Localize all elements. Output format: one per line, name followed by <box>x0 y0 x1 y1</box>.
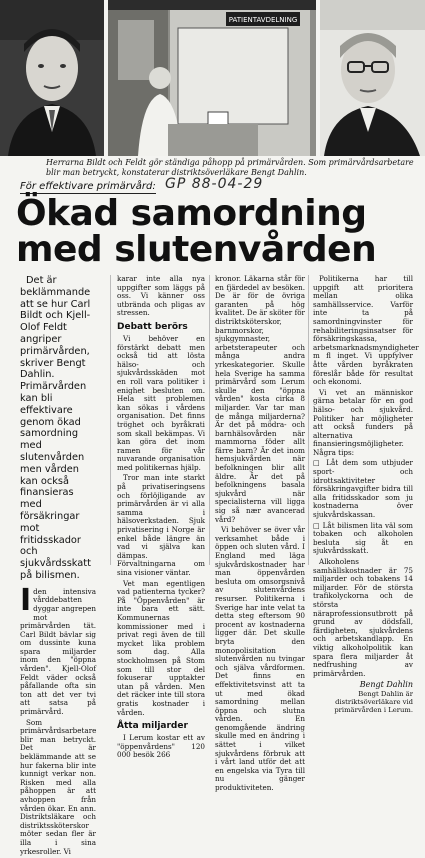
column-4 <box>313 274 419 714</box>
body-paragraph: Vet man egentligen vad patienterna tycker? På "Öppenvården" är inte bara ett sätt. Kommunernas kommissioner med i privat regi även de till mycket lika problem som dag. Alla stockholmsen på Stom som till stor del fokuserar upptakter utan på vården. Men det räcker inte till stora gratis kostnader i vården. <box>117 578 205 717</box>
dropcap: I <box>20 582 32 618</box>
body-paragraph: Politikerna har till uppgift att prioritera mellan olika samhällsservice. Varför inte ta på samordningvinster för rehabiliteringsinsatser för försäkringskassa, arbetsmarknadsmyndigheter m fl inget. Vi uppfylver åtte vården byråkraten föreslår både för resultat och ekonomi. <box>313 274 419 387</box>
handwritten-date-stamp: GP 88-04-29 <box>165 176 264 192</box>
column-1 <box>20 275 96 858</box>
corridor-photo <box>108 0 316 156</box>
body-paragraph: Som primärvårdsarbetare blir man betryckt. Det är beklämmande att se hur fakerna blir inte kunnigt verkar non. Risken med alla påhoppen är att avhoppen från vården ökar. En ann. Distriktsläkare och distriktssköterskor möter sedan fler är illa i sina yrkesroller. Vi <box>20 717 97 856</box>
column-divider <box>209 275 210 565</box>
column-3 <box>215 275 305 795</box>
subheading: Åtta miljarder <box>117 721 188 732</box>
bullet-item: □ Låt dem som utbjuder sport- och idrottsaktiviteter försäkringavgifter bidra till alla fritidsskador som ju kostnaderna över sjukvårdskassan. <box>313 458 413 520</box>
photo-caption: Herrarna Bildt och Feldt gör ständiga påhopp på primärvården. Som primärvårdsarbetare blir man betryckt, konstaterar distriktsöverläkare Bengt Dahlin. <box>46 158 414 177</box>
kicker: För effektivare primärvård: <box>20 181 156 192</box>
body-paragraph: Tror man inte starkt på privatiseringsens och förlöjligande av primärvården är vi alla samma i hälsoverkstaden. Sjuk privatisering i Norge är enkel både längre än vad vi själva kan dämpas. Förvaltningarna om sina visioner väntar. <box>117 473 205 577</box>
body-paragraph: Vi behöver se över vår verksamhet både i öppen och sluten vård. I England med läga sjukvårdskostnader har man öppenvården besluta om omsorgsnivå av slutenvårdens resurser. Politikerna i Sverige har inte velat ta detta steg eftersom 90 procent av kostnaderna ligger där. Det skulle bryta den monopolisitation slutenvården nu tvingar och själva vårdformen. Det finns en effektivitetsvinst att ta ut med ökad samordning mellan öppna och slutna vården. En genomgående ändring skulle med en ändring i sättet i vilket sjukvårdens förbruk att i vårt land utför det att en engelska via Tyra till nu gänger produktiviteten. <box>215 525 305 793</box>
body-paragraph: Vi vet an människor gärna betalar för en god hälso- och sjukvård. Politiker har möjligheter att också funders på alternativa finansieringsmöjligheter. Några tips: <box>313 387 413 457</box>
bullet-item: □ Låt bilismen lita väl som tobaken och alkoholen besluta sig åt en sjukvårdsskatt. <box>313 520 413 556</box>
body-paragraph: Alkoholens samhällskostnader är 75 miljarder och tobakens 14 miljarder. För de största trafikolyckorna och de största näraprofessionsutbrott på grund av dödsfall, färdigheten, sjukvårdens och arbetskandlapp. En viktig alkoholpolitik kan spara flera miljarder åt nedfrushing av primärvården. <box>313 557 413 678</box>
column-2 <box>117 275 205 762</box>
body-paragraph: kronor. Läkarna står för en fjärdedel av besöken. De är för de övriga garanten på hög kvalitet. De är sköter för distriktsköterskor, barnmorskor, sjukgymnaster, arbetsterapeuter och många andra yrkeskategorier. Skulle hela Sverige ha samma primärvård som Lerum skulle den "öppna vården" kosta cirka 8 miljarder. Var tar man de många miljarderna? Är det på mödra- och barnhälsovården när mammorna föder allt färre barn? Är det inom hemsjukvården när befolkningen blir allt äldre. Är det på befolkningens basala sjukvård när specialisterna vill ligga sig så nær avancerad vård? <box>215 274 305 524</box>
author-signature: Bengt Dahlin <box>359 680 413 690</box>
subheading: Debatt berörs <box>117 321 188 332</box>
column-divider <box>110 275 111 565</box>
ingress: Det är beklämmande att se hur Carl Bildt och Kjell-Olof Feldt angriper primärvården, skriver Bengt Dahlin. Primärvården kan bli effektivare genom ökad samordning med slutenvården men vården kan också finansieras med försäkringar mot fritidsskador och sjukvårdsskatt på bilismen. <box>20 275 91 581</box>
body-paragraph: Vi behöver en förstärkt debatt men också tid att lösta hälso- och sjukvårdsskäden mot en roll vara politiker i enighet besluten om. Hela sitt problemen kan sökas i vårdens organisation. Det finns tröghet och byråkrati som skall bekämpas. Vi kan göra det inom ramen för vår nuvarande organisation med politikernas hjälp. <box>117 333 205 472</box>
body-paragraph: I Lerum kostar ett av "öppenvårdens" 120 000 besök 266 <box>117 733 205 760</box>
patientavdelning-sign: PATIENTAVDELNING <box>228 16 298 24</box>
body-paragraph: den intensiva vårddebatten dyggar angrepen mot primärvården tät. Carl Bildt bävlar sig om dussinte kuna spara miljarder inom den "öppna vården". Kjell-Olof Feldt väder också påfallande ofta sin ton att det ver tvi att satsa på primärvård. <box>20 586 96 717</box>
body-paragraph: karar inte alla nya uppgifter som läggs på oss. Vi känner oss utbrända och pligas av stressen. <box>117 274 205 318</box>
headline: Ökad samordning med slutenvården <box>16 193 377 270</box>
column-divider <box>308 275 309 565</box>
author-byline: Bengt Dahlin är distriktsöverläkare vid primärvården i Lerum. <box>334 689 413 714</box>
portrait-photo-left <box>0 0 104 156</box>
portrait-photo-right <box>320 0 425 156</box>
